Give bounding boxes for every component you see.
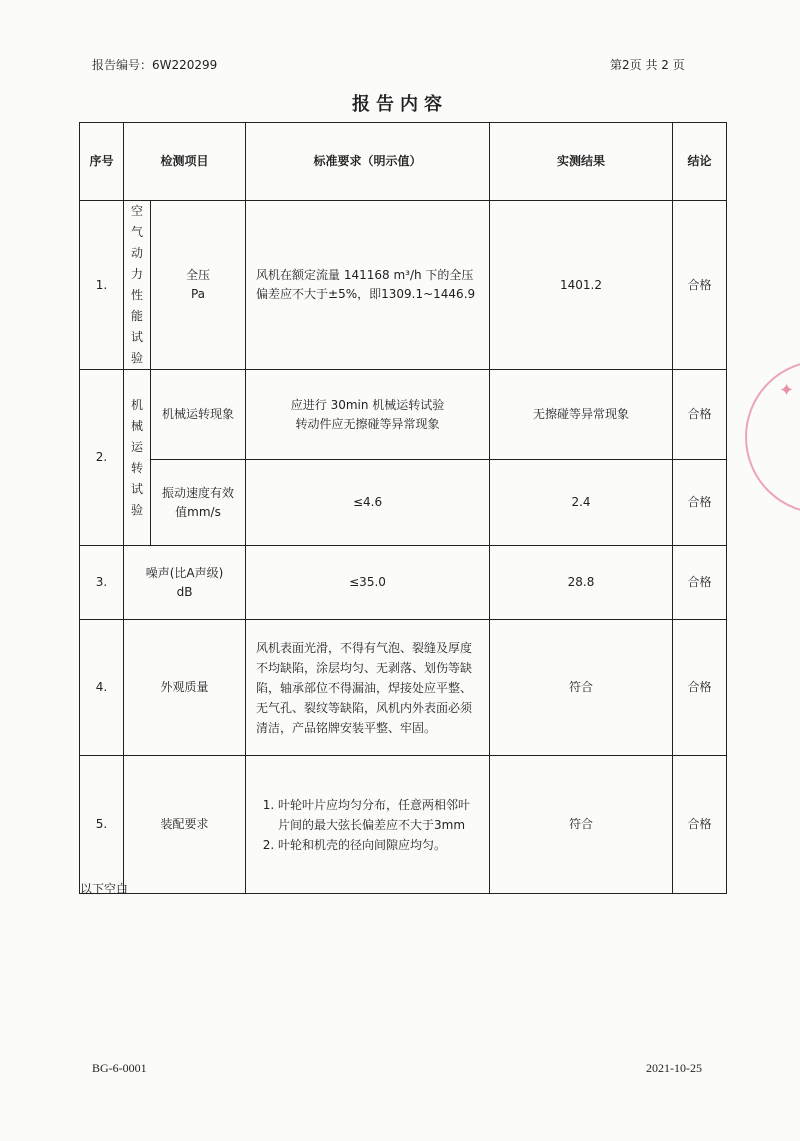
row2-conclusion-a: 合格	[673, 370, 727, 460]
page-indicator: 第2页 共 2 页	[610, 58, 685, 72]
report-table	[79, 122, 727, 894]
list-item: 1. 叶轮叶片应均匀分布，任意两相邻叶片间的最大弦长偏差应不大于3mm	[278, 795, 479, 835]
row4-item: 外观质量	[124, 620, 246, 756]
row3-conclusion: 合格	[673, 546, 727, 620]
row3-result: 28.8	[490, 546, 673, 620]
row1-sub-item: 全压 Pa	[151, 201, 246, 370]
row1-seq: 1.	[80, 201, 124, 370]
header-conclusion: 结论	[673, 123, 727, 201]
row5-result: 符合	[490, 756, 673, 894]
row4-seq: 4.	[80, 620, 124, 756]
row2-conclusion-b: 合格	[673, 460, 727, 546]
row2-group-text: 机械运转试验	[130, 397, 143, 517]
table-row	[80, 756, 727, 894]
form-code: BG-6-0001	[92, 1061, 147, 1075]
row2-result-a: 无擦碰等异常现象	[490, 370, 673, 460]
header-result: 实测结果	[490, 123, 673, 201]
row4-standard: 风机表面光滑，不得有气泡、裂缝及厚度不均缺陷，涂层均匀、无剥落、划伤等缺陷，轴承部位不得漏油，焊接处应平整、无气孔、裂纹等缺陷，风机内外表面必须清洁，产品铭牌安装平整、牢固。	[246, 620, 490, 756]
table-row	[80, 546, 727, 620]
table-row	[80, 620, 727, 756]
blank-note: 以下空白	[80, 882, 129, 896]
row1-conclusion: 合格	[673, 201, 727, 370]
header-standard: 标准要求（明示值）	[246, 123, 490, 201]
table-header-row	[80, 123, 727, 201]
row3-item: 噪声(比A声级) dB	[124, 546, 246, 620]
row2-result-b: 2.4	[490, 460, 673, 546]
row1-group	[124, 201, 151, 370]
row1-standard: 风机在额定流量 141168 m³/h 下的全压偏差应不大于±5%，即1309.1~1446.9	[246, 201, 490, 370]
row2-sub-item-b: 振动速度有效值mm/s	[151, 460, 246, 546]
row4-result: 符合	[490, 620, 673, 756]
row5-item: 装配要求	[124, 756, 246, 894]
row1-result: 1401.2	[490, 201, 673, 370]
row1-group-text: 空气动力性能试验	[130, 204, 143, 365]
row2-group	[124, 370, 151, 546]
list-item: 2. 叶轮和机壳的径向间隙应均匀。	[278, 835, 479, 855]
row5-standard-list	[252, 795, 479, 855]
document-title: 报告内容	[352, 94, 448, 115]
row2-seq: 2.	[80, 370, 124, 546]
header-item: 检测项目	[124, 123, 246, 201]
report-date: 2021-10-25	[646, 1061, 702, 1075]
row3-standard: ≤35.0	[246, 546, 490, 620]
red-seal-stamp	[745, 360, 800, 514]
table-row	[80, 370, 727, 460]
stamp-mark: ✦	[779, 380, 795, 401]
row5-conclusion: 合格	[673, 756, 727, 894]
row2-standard-a: 应进行 30min 机械运转试验 转动件应无擦碰等异常现象	[246, 370, 490, 460]
header-seq: 序号	[80, 123, 124, 201]
row5-standard	[246, 756, 490, 894]
row3-seq: 3.	[80, 546, 124, 620]
table-row	[80, 460, 727, 546]
row4-conclusion: 合格	[673, 620, 727, 756]
report-number: 报告编号：6W220299	[92, 58, 218, 72]
row2-sub-item-a: 机械运转现象	[151, 370, 246, 460]
table-row	[80, 201, 727, 370]
row5-seq: 5.	[80, 756, 124, 894]
row2-standard-b: ≤4.6	[246, 460, 490, 546]
